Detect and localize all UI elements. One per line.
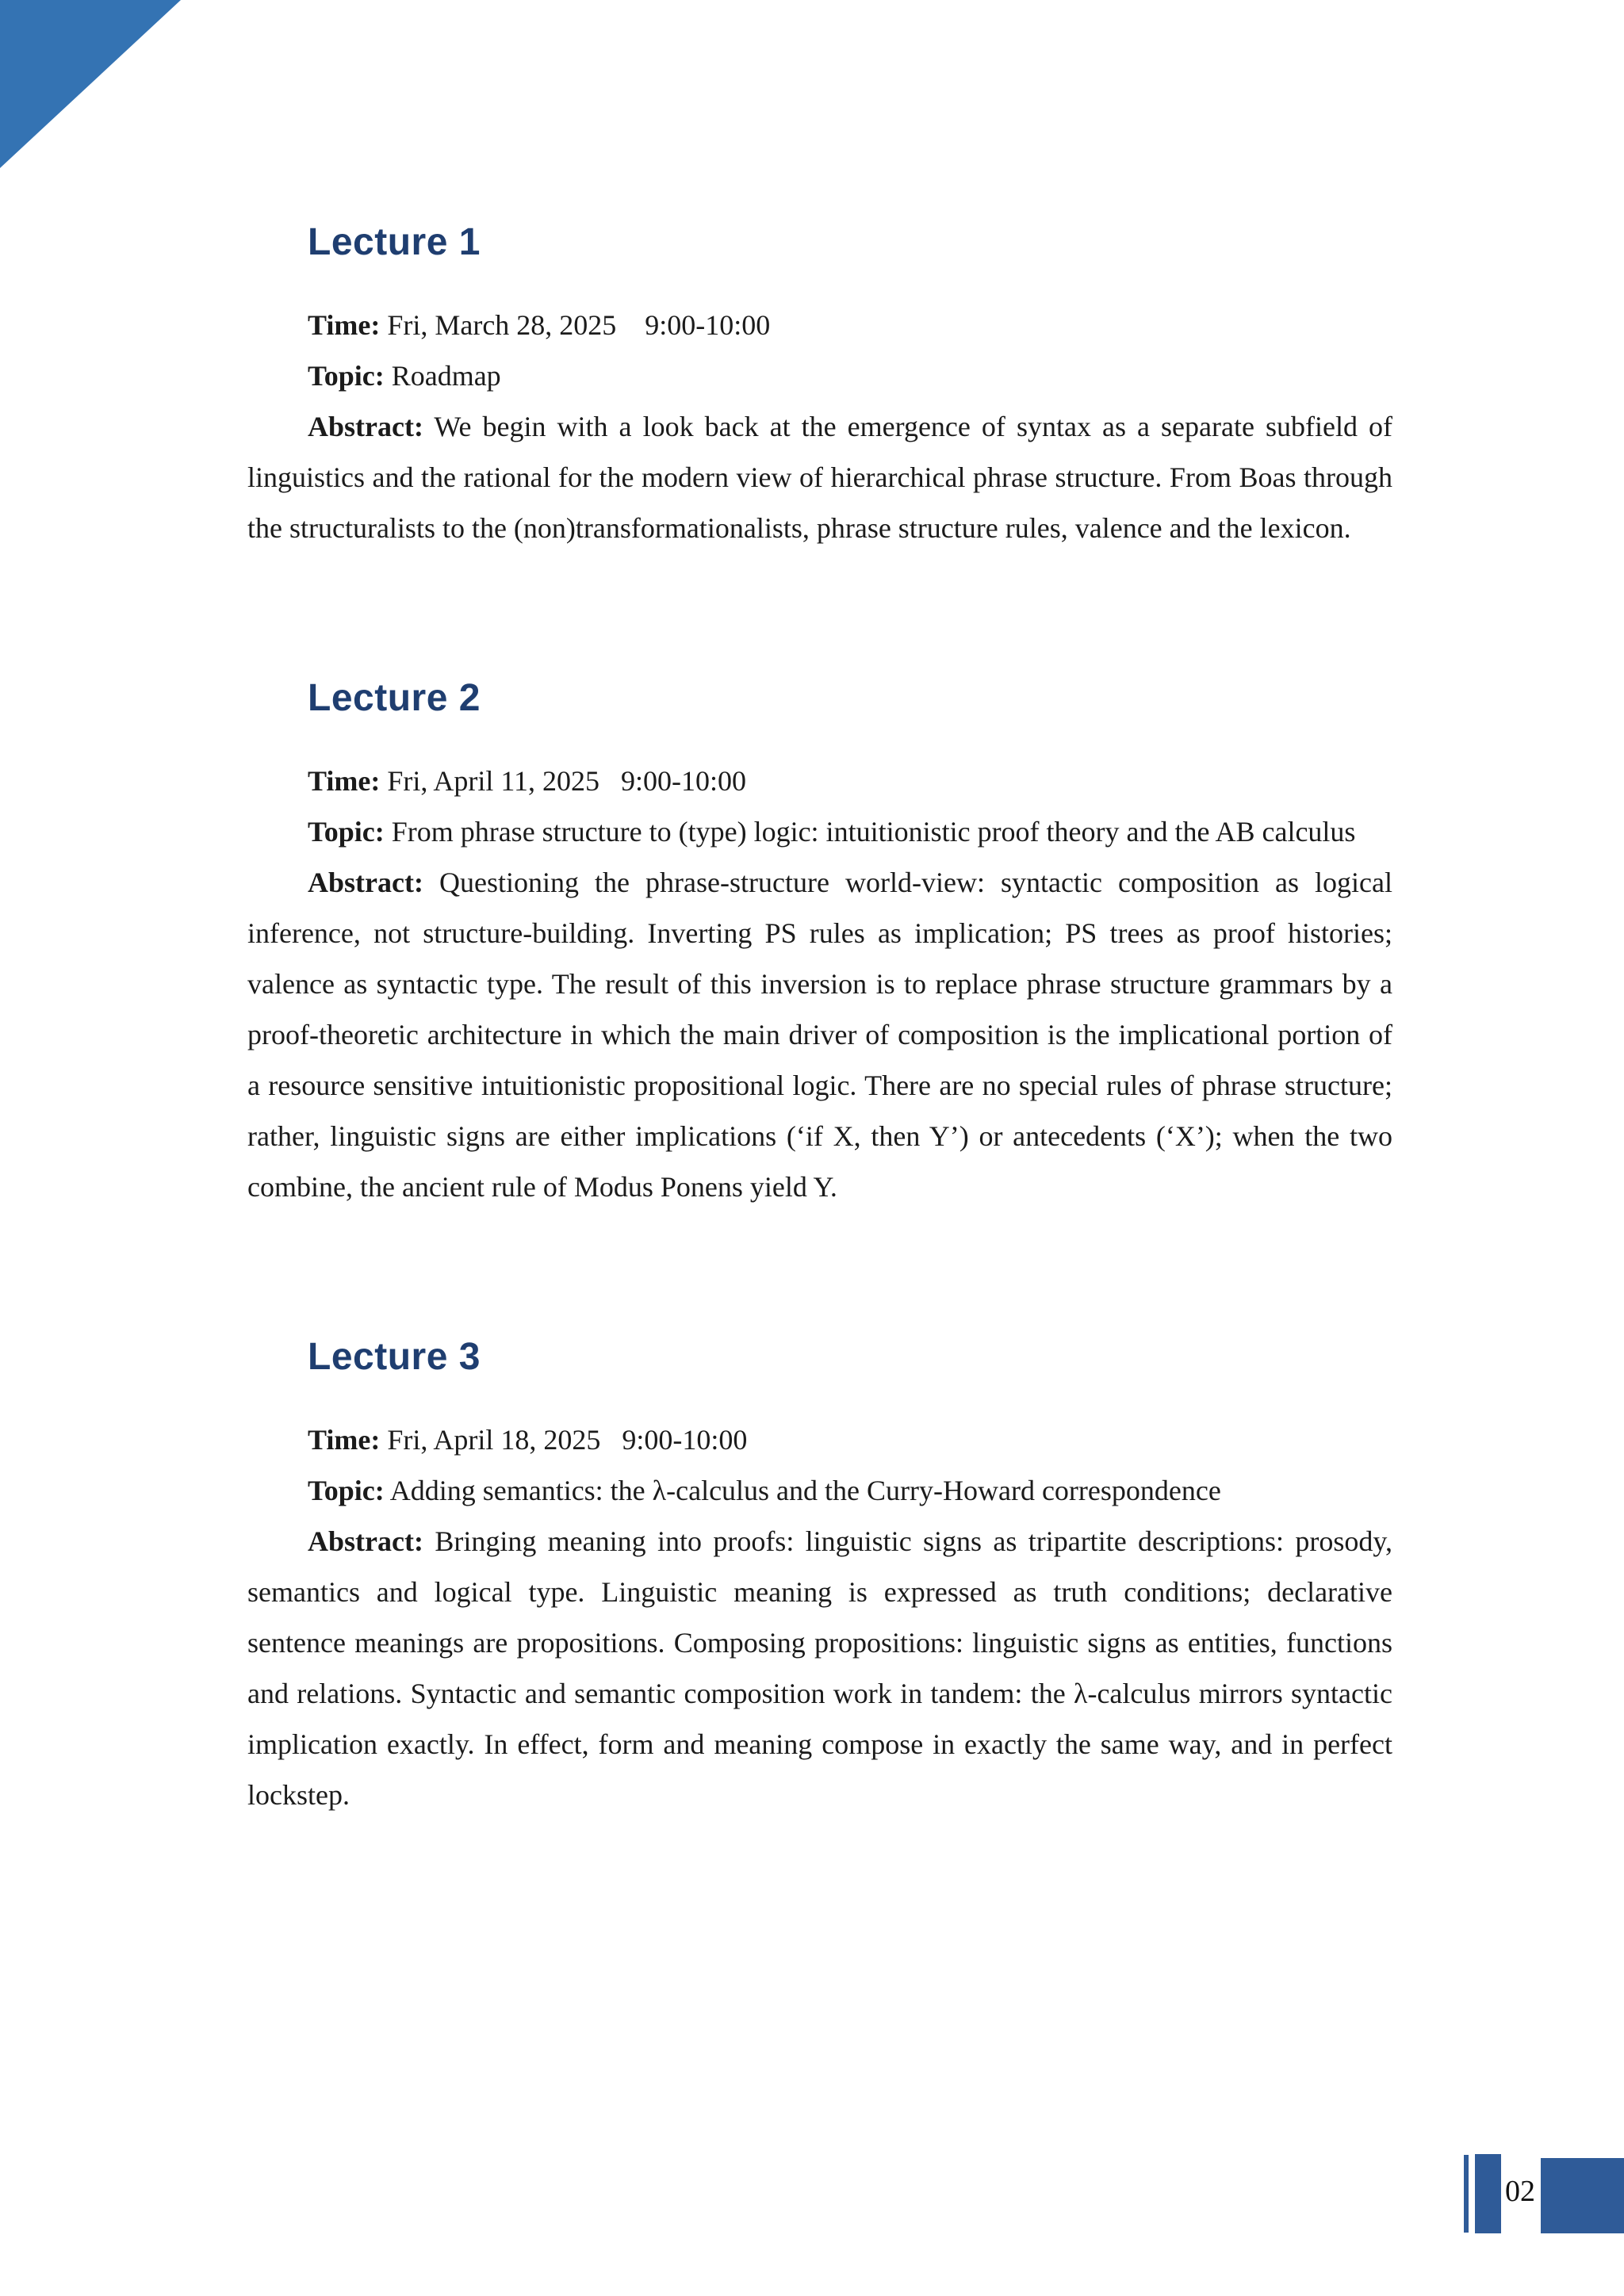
lecture-1-abstract xyxy=(247,401,1392,553)
abstract-label: Abstract: xyxy=(308,1525,423,1557)
lecture-1-time-row xyxy=(247,300,1392,350)
lecture-3-abstract xyxy=(247,1516,1392,1820)
time-value: Fri, March 28, 2025 9:00-10:00 xyxy=(387,309,771,341)
footer-thick-bar-decoration xyxy=(1475,2154,1501,2233)
lecture-1-title: Lecture 1 xyxy=(308,221,481,263)
time-value: Fri, April 18, 2025 9:00-10:00 xyxy=(387,1424,748,1456)
lecture-section-3 xyxy=(247,1335,1392,1820)
lecture-section-1 xyxy=(247,220,1392,553)
time-value: Fri, April 11, 2025 9:00-10:00 xyxy=(387,765,746,797)
lecture-3-time-row xyxy=(247,1414,1392,1465)
lecture-3-topic-row xyxy=(247,1465,1392,1516)
time-label: Time: xyxy=(308,1424,381,1456)
lecture-section-2 xyxy=(247,676,1392,1212)
page-content xyxy=(247,0,1392,1820)
lecture-2-title: Lecture 2 xyxy=(308,677,481,719)
page-number: 02 xyxy=(1505,2175,1535,2208)
topic-label: Topic: xyxy=(308,360,385,392)
lecture-3-title: Lecture 3 xyxy=(308,1336,481,1378)
topic-value: From phrase structure to (type) logic: intuitionistic proof theory and the AB calculus xyxy=(391,816,1356,848)
time-label: Time: xyxy=(308,309,381,341)
abstract-text: Bringing meaning into proofs: linguistic signs as tripartite descriptions: prosody, semantics and logical type. Linguistic meaning is expressed as truth conditions; declarative sentence meanings are propositions. Composing propositions: linguistic signs as entities, functions and relations. Syntactic and semantic composition work in tandem: the λ-calculus mirrors syntactic implication exactly. In effect, form and meaning compose in exactly the same way, and in perfect lockstep. xyxy=(247,1525,1393,1811)
lecture-2-time-row xyxy=(247,756,1392,806)
lecture-2-abstract xyxy=(247,857,1392,1212)
corner-triangle-decoration xyxy=(0,0,181,168)
abstract-label: Abstract: xyxy=(308,867,423,898)
lecture-2-topic-row xyxy=(247,806,1392,857)
footer-thin-bar-decoration xyxy=(1464,2155,1469,2233)
topic-label: Topic: xyxy=(308,816,385,848)
abstract-label: Abstract: xyxy=(308,411,423,442)
topic-label: Topic: xyxy=(308,1475,385,1506)
topic-value: Adding semantics: the λ-calculus and the Curry-Howard correspondence xyxy=(389,1475,1221,1506)
time-label: Time: xyxy=(308,765,381,797)
lecture-1-topic-row xyxy=(247,350,1392,401)
topic-value: Roadmap xyxy=(391,360,501,392)
abstract-text: Questioning the phrase-structure world-view: syntactic composition as logical inference, not structure-building. Inverting PS rules as implication; PS trees as proof histories; valence as syntactic type. The result of this inversion is to replace phrase structure grammars by a proof-theoretic architecture in which the main driver of composition is the implicational portion of a resource sensitive intuitionistic propositional logic. There are no special rules of phrase structure; rather, linguistic signs are either implications (‘if X, then Y’) or antecedents (‘X’); when the two combine, the ancient rule of Modus Ponens yield Y. xyxy=(247,867,1393,1203)
footer-corner-block-decoration xyxy=(1541,2158,1624,2233)
abstract-text: We begin with a look back at the emergence of syntax as a separate subfield of linguistics and the rational for the modern view of hierarchical phrase structure. From Boas through the structuralists to the (non)transformationalists, phrase structure rules, valence and the lexicon. xyxy=(247,411,1393,544)
